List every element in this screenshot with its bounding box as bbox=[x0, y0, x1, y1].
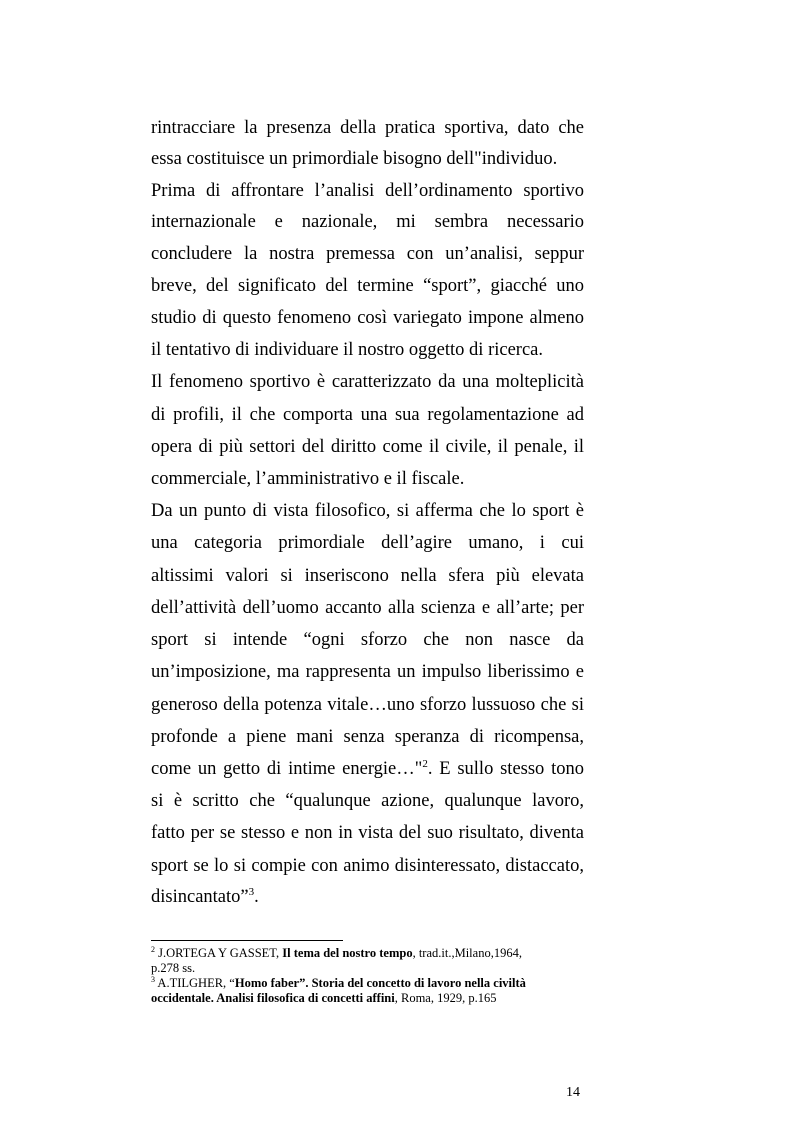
text-line: Da un punto di vista filosofico, si afferma che lo sport è bbox=[151, 501, 584, 521]
footnote-divider bbox=[151, 940, 343, 941]
text-line: fatto per se stesso e non in vista del suo risultato, diventa bbox=[151, 823, 584, 843]
text-line: profonde a piene mani senza speranza di ricompensa, bbox=[151, 727, 584, 747]
text-line: un’imposizione, ma rappresenta un impulso liberissimo e bbox=[151, 662, 584, 682]
text-line: breve, del significato del termine “sport”, giacché uno bbox=[151, 276, 584, 296]
text-line: Il fenomeno sportivo è caratterizzato da una molteplicità bbox=[151, 372, 584, 392]
text-line: come un getto di intime energie…"$^2$. E sullo stesso tono bbox=[151, 757, 584, 779]
text-line: opera di più settori del diritto come il civile, il penale, il bbox=[151, 437, 584, 457]
text-line: una categoria primordiale dell’agire umano, i cui bbox=[151, 533, 584, 553]
text-line: rintracciare la presenza della pratica sportiva, dato che bbox=[151, 118, 584, 138]
text-line: altissimi valori si inseriscono nella sfera più elevata bbox=[151, 566, 584, 586]
footnote-ref: 3 bbox=[248, 885, 255, 898]
text-line: il tentativo di individuare il nostro oggetto di ricerca. bbox=[151, 340, 543, 360]
page-number: 14 bbox=[566, 1085, 580, 1100]
text-line: Prima di affrontare l’analisi dell’ordinamento sportivo bbox=[151, 181, 584, 201]
text-line: studio di questo fenomeno così variegato impone almeno bbox=[151, 308, 584, 328]
text-line: commerciale, l’amministrativo e il fiscale. bbox=[151, 469, 465, 489]
text-line: essa costituisce un primordiale bisogno dell"individuo. bbox=[151, 149, 558, 169]
text-line: concludere la nostra premessa con un’analisi, seppur bbox=[151, 244, 584, 264]
text-line: internazionale e nazionale, mi sembra necessario bbox=[151, 212, 584, 232]
text-line: dell’attività dell’uomo accanto alla scienza e all’arte; per bbox=[151, 598, 584, 618]
text-line: sport si intende “ogni sforzo che non nasce da bbox=[151, 630, 584, 650]
footnote-3: $^3$ A.TILGHER, “Homo faber”. Storia del concetto di lavoro nella civiltà occidentale. Analisi filosofica di concetti affini, Roma, 1929, p.165 bbox=[151, 974, 526, 1005]
text-line: disincantato”$^3$. bbox=[151, 885, 259, 907]
text-line: si è scritto che “qualunque azione, qualunque lavoro, bbox=[151, 791, 584, 811]
footnote-2: $^2$ J.ORTEGA Y GASSET, Il tema del nostro tempo, trad.it.,Milano,1964, p.278 ss. bbox=[151, 944, 522, 975]
footnote-ref: 2 bbox=[422, 757, 428, 770]
text-line: di profili, il che comporta una sua regolamentazione ad bbox=[151, 405, 584, 425]
text-line: sport se lo si compie con animo disinteressato, distaccato, bbox=[151, 856, 584, 876]
text-line: generoso della potenza vitale…uno sforzo lussuoso che si bbox=[151, 695, 584, 715]
